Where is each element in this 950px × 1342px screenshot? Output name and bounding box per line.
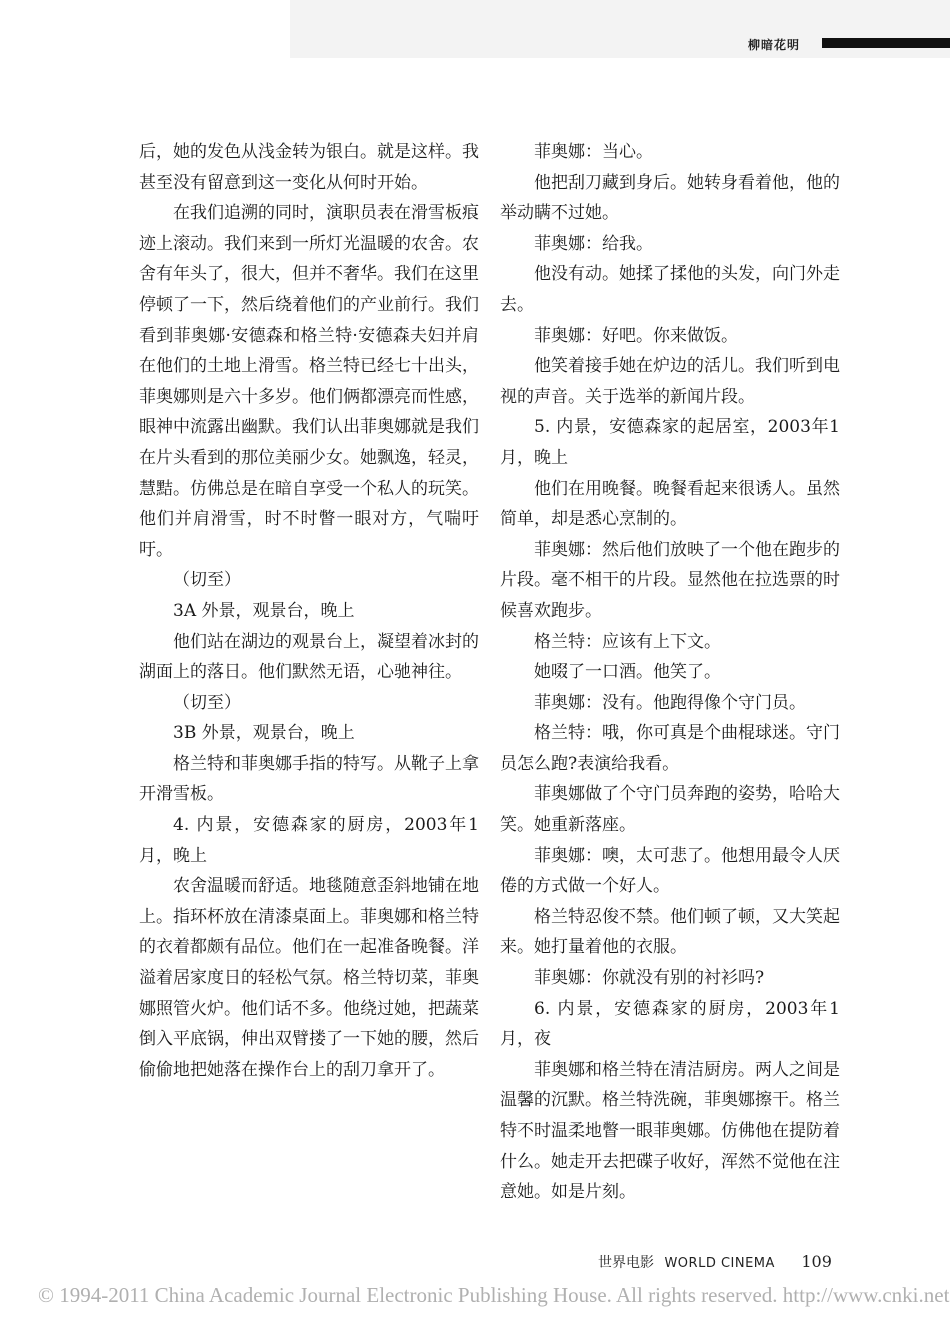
left-column xyxy=(139,137,479,1085)
paragraph: （切至） xyxy=(173,570,241,591)
paragraph: 格兰特和菲奥娜手指的特写。从靴子上拿开滑雪板。 xyxy=(139,753,479,805)
paragraph: 他们站在湖边的观景台上，凝望着冰封的湖面上的落日。他们默然无语，心驰神往。 xyxy=(139,631,479,683)
dialogue-line: 格兰特：哦，你可真是个曲棍球迷。守门员怎么跑?表演给我看。 xyxy=(500,723,840,774)
dialogue-line: 菲奥娜：给我。 xyxy=(534,233,653,254)
section-title: 柳暗花明 xyxy=(748,38,801,52)
page-footer xyxy=(598,1252,832,1272)
scene-heading: 6. 内景，安德森家的厨房，2003年1月，夜 xyxy=(500,998,840,1050)
dialogue-line: 菲奥娜：当心。 xyxy=(534,142,653,162)
header-band xyxy=(290,0,950,58)
paragraph: 农舍温暖而舒适。地毯随意歪斜地铺在地上。指环杯放在清漆桌面上。菲奥娜和格兰特的衣着都颇有品位。他们在一起准备晚餐。洋溢着居家度日的轻松气氛。格兰特切菜，菲奥娜照管火炉。他们话不多。他绕过她，把蔬菜倒入平底锅，伸出双臂搂了一下她的腰，然后偷偷地把她落在操作台上的刮刀拿开了。 xyxy=(139,876,479,1080)
copyright-watermark: © 1994-2011 China Academic Journal Electronic Publishing House. All rights reserved. http://www.cnki.net xyxy=(38,1283,950,1307)
paragraph: 菲奥娜和格兰特在清洁厨房。两人之间是温馨的沉默。格兰特洗碗，菲奥娜擦干。格兰特不时温柔地瞥一眼菲奥娜。仿佛他在提防着什么。她走开去把碟子收好，浑然不觉他在注意她。如是片刻。 xyxy=(500,1059,840,1203)
paragraph: 他笑着接手她在炉边的活儿。我们听到电视的声音。关于选举的新闻片段。 xyxy=(500,356,840,407)
section-bar xyxy=(822,38,950,48)
paragraph: 他们在用晚餐。晚餐看起来很诱人。虽然简单，却是悉心烹制的。 xyxy=(500,478,840,530)
paragraph: （切至） xyxy=(173,692,241,713)
scene-heading: 5. 内景，安德森家的起居室，2003年1月，晚上 xyxy=(500,417,840,468)
dialogue-line: 格兰特：应该有上下文。 xyxy=(534,631,721,652)
dialogue-line: 菲奥娜：好吧。你来做饭。 xyxy=(534,325,738,346)
journal-name-cn: 世界电影 xyxy=(598,1255,654,1271)
scene-heading: 4. 内景，安德森家的厨房，2003年1月，晚上 xyxy=(139,815,479,866)
paragraph: 格兰特忍俊不禁。他们顿了顿，又大笑起来。她打量着他的衣服。 xyxy=(500,906,840,958)
scene-heading: 3B 外景，观景台，晚上 xyxy=(173,723,355,744)
paragraph: 她啜了一口酒。他笑了。 xyxy=(534,662,721,683)
paragraph: 他没有动。她揉了揉他的头发，向门外走去。 xyxy=(500,264,840,315)
dialogue-line: 菲奥娜：没有。他跑得像个守门员。 xyxy=(534,692,806,713)
paragraph: 他把刮刀藏到身后。她转身看着他，他的举动瞒不过她。 xyxy=(500,172,840,224)
dialogue-line: 菲奥娜：你就没有别的衬衫吗? xyxy=(534,968,765,989)
right-column xyxy=(500,137,840,1208)
journal-name-en: WORLD CINEMA xyxy=(664,1256,775,1271)
dialogue-line: 菲奥娜：然后他们放映了一个他在跑步的片段。毫不相干的片段。显然他在拉选票的时候喜欢跑步。 xyxy=(500,539,840,621)
paragraph: 在我们追溯的同时，演职员表在滑雪板痕迹上滚动。我们来到一所灯光温暖的农舍。农舍有年头了，很大，但并不奢华。我们在这里停顿了一下，然后绕着他们的产业前行。我们看到菲奥娜·安德森和格兰特·安德森夫妇并肩在他们的土地上滑雪。格兰特已经七十出头，菲奥娜则是六十多岁。他们俩都漂亮而性感，眼神中流露出幽默。我们认出菲奥娜就是我们在片头看到的那位美丽少女。她飘逸，轻灵，慧黠。仿佛总是在暗自享受一个私人的玩笑。他们并肩滑雪，时不时瞥一眼对方，气喘吁吁。 xyxy=(139,203,479,560)
dialogue-line: 菲奥娜：噢，太可悲了。他想用最令人厌倦的方式做一个好人。 xyxy=(500,845,840,897)
page-number: 109 xyxy=(801,1252,832,1271)
paragraph: 菲奥娜做了个守门员奔跑的姿势，哈哈大笑。她重新落座。 xyxy=(500,784,840,836)
scene-heading: 3A 外景，观景台，晚上 xyxy=(173,600,355,621)
paragraph: 后，她的发色从浅金转为银白。就是这样。我甚至没有留意到这一变化从何时开始。 xyxy=(139,142,479,193)
